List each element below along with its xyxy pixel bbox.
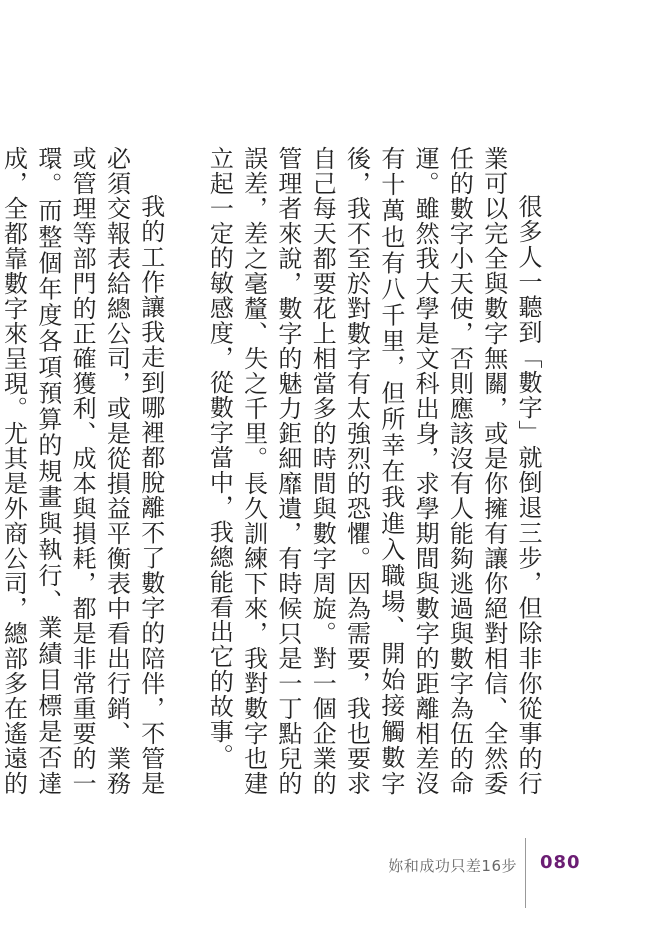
paragraph-1: 很多人一聽到「數字」就倒退三步，但除非你從事的行業可以完全與數字無關，或是你擁有讓你絕對相信、全然委任的數字小天使，否則應該沒有人能夠逃過與數字為伍的命運。雖然我大學是文科出身，求學期間與數字的距離相差沒有十萬也有八千里，但所幸在我進入職場、開始接觸數字後，我不至於對數字有太強烈的恐懼。因為需要，我也要求自己每天都要花上相當多的時間與數字周旋。對一個企業的管理者來說，數字的魅力鉅細靡遺，有時候只是一丁點兒的誤差，差之毫釐、失之千里。長久訓練下來，我對數字也建立起一定的敏感度，從數字當中，我總能看出它的故事。 <box>205 146 542 796</box>
paragraph-2: 我的工作讓我走到哪裡都脫離不了數字的陪伴，不管是必須交報表給總公司，或是從損益平衡表中看出行銷、業務或管理等部門的正確獲利、成本與損耗，都是非常重要的一環。而整個年度各項預算的規畫與執行、業績目標是否達成，全都靠數字來呈現。尤其是外商公司，總部多在遙遠的 <box>0 146 165 796</box>
running-footer-title: 妳和成功只差16步 <box>388 857 517 875</box>
body-text <box>0 146 545 796</box>
footer-divider <box>525 838 526 908</box>
page-number: 080 <box>540 852 581 873</box>
